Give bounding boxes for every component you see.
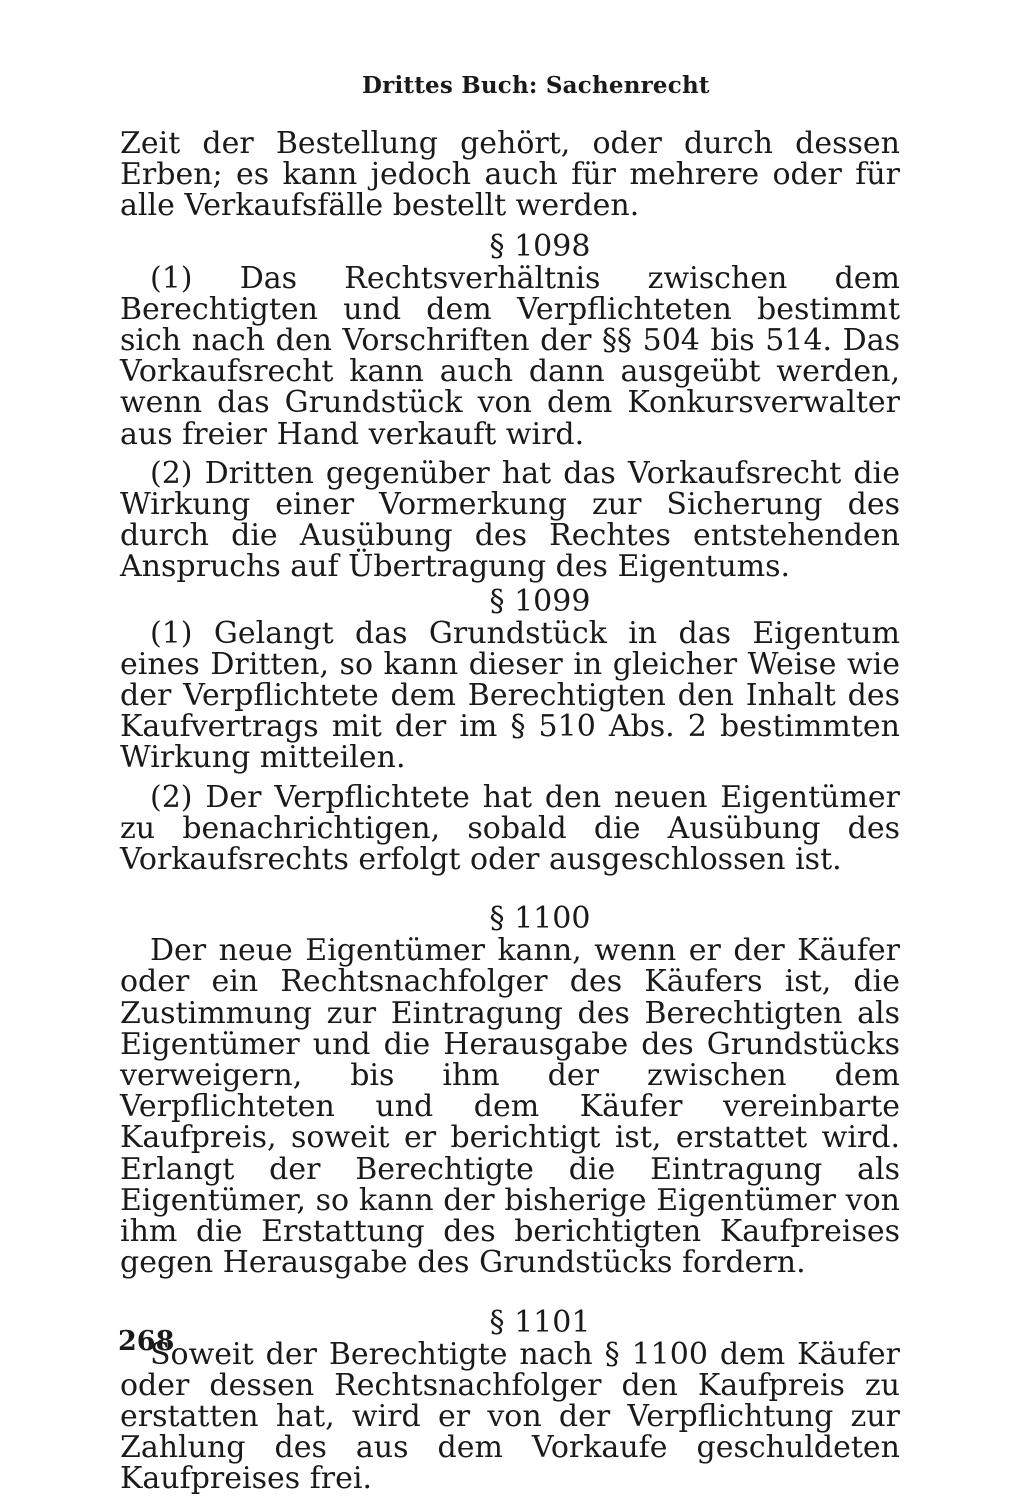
section-1099 <box>120 585 900 876</box>
section-heading: § 1098 <box>489 228 591 264</box>
body-text <box>120 128 900 1495</box>
paragraph: Der neue Eigentümer kann, wenn er der Käufer oder ein Rechtsnachfolger des Käufers ist, die Zustimmung zur Eintragung des Berechtigten als Eigentümer und die Herausgabe des Grundstücks verweigern, bis ihm der zwischen dem Verpflichteten und dem Käufer vereinbarte Kaufpreis, soweit er berichtigt ist, erstattet wird. Erlangt der Berechtigte die Eintragung als Eigentümer, so kann der bisherige Eigentümer von ihm die Erstattung des berichtigten Kaufpreises gegen Herausgabe des Grundstücks fordern. <box>120 933 900 1281</box>
running-head: Drittes Buch: Sachenrecht <box>362 72 710 99</box>
section-heading: § 1099 <box>489 583 591 619</box>
section-1101 <box>120 1306 900 1495</box>
paragraph: Soweit der Berechtigte nach § 1100 dem Käufer oder dessen Rechtsnachfolger den Kaufpreis zu erstatten hat, wird er von der Verpflichtung zur Zahlung des aus dem Vorkaufe geschuldeten Kaufpreises frei. <box>120 1336 900 1496</box>
section-heading: § 1101 <box>489 1304 591 1340</box>
section-1100 <box>120 901 900 1281</box>
paragraph: (1) Das Rechtsverhältnis zwischen dem Berechtigten und dem Verpflichteten bestimmt sich nach den Vorschriften der §§ 504 bis 514. Das Vorkaufsrecht kann auch dann ausgeübt werden, wenn das Grundstück von dem Konkursverwalter aus freier Hand verkauft wird. <box>120 260 900 452</box>
paragraph: (2) Dritten gegenüber hat das Vorkaufsrecht die Wirkung einer Vormerkung zur Sicherung des durch die Ausübung des Rechtes entstehenden Anspruchs auf Übertragung des Eigentums. <box>120 455 900 585</box>
page-number: 268 <box>118 1326 175 1357</box>
paragraph: (2) Der Verpflichtete hat den neuen Eigentümer zu benachrichtigen, sobald die Ausübung des Vorkaufsrechts erfolgt oder ausgeschlossen ist. <box>120 779 900 878</box>
intro-paragraph: Zeit der Bestellung gehört, oder durch dessen Erben; es kann jedoch auch für mehrere oder für alle Verkaufsfälle bestellt werden. <box>120 126 900 224</box>
section-1098 <box>120 230 900 583</box>
section-heading: § 1100 <box>489 901 591 937</box>
paragraph: (1) Gelangt das Grundstück in das Eigentum eines Dritten, so kann dieser in gleicher Weise wie der Verpflichtete dem Berechtigten den Inhalt des Kaufvertrags mit der im § 510 Abs. 2 bestimmten Wirkung mitteilen. <box>120 615 900 776</box>
